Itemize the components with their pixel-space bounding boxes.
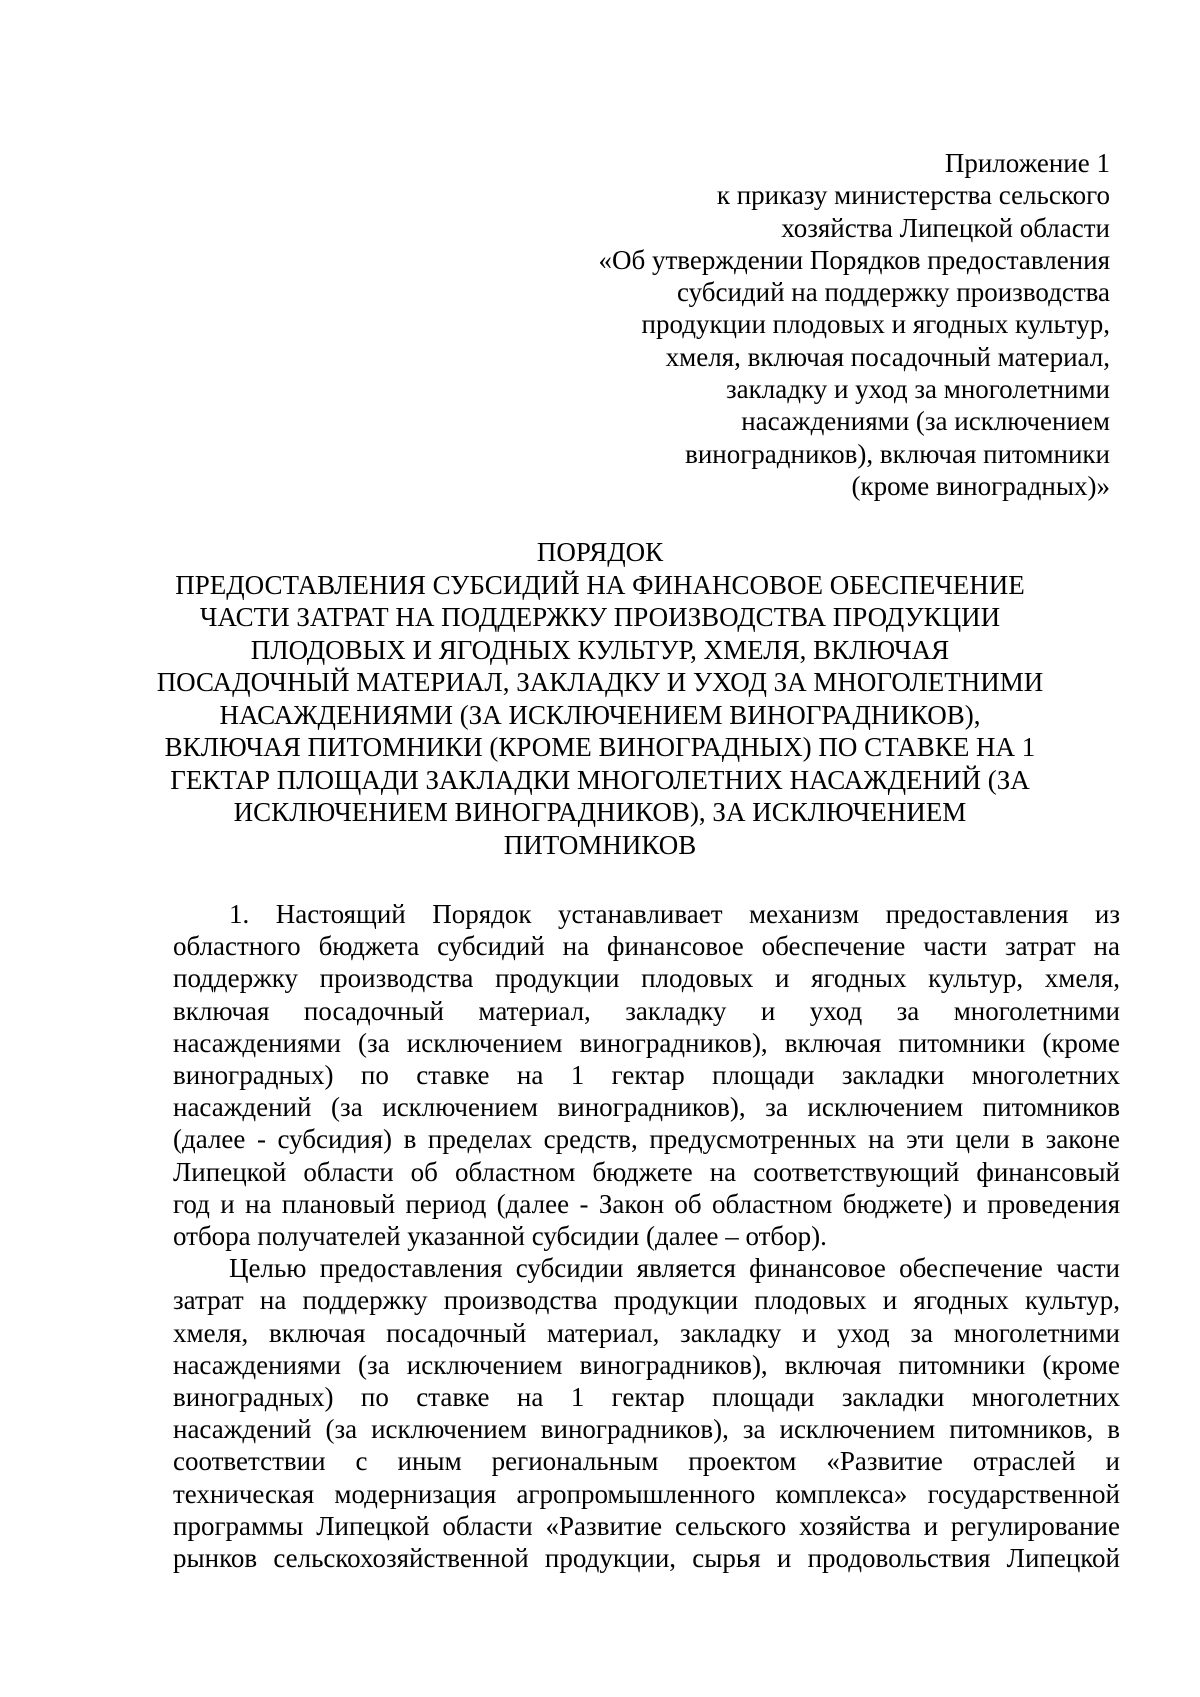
appendix-line: хозяйства Липецкой области [781,212,1110,243]
body-line: программы Липецкой области «Развитие сельского хозяйства и регулирование [173,1510,1120,1541]
title-line: ВКЛЮЧАЯ ПИТОМНИКИ (КРОМЕ ВИНОГРАДНЫХ) ПО СТАВКЕ НА 1 [164,732,1036,762]
title-line: ПОРЯДОК [536,537,664,567]
title-line: ПРЕДОСТАВЛЕНИЯ СУБСИДИЙ НА ФИНАНСОВОЕ ОБЕСПЕЧЕНИЕ [175,569,1025,600]
body-line: насаждениями (за исключением виноградников), включая питомники (кроме [173,1349,1120,1380]
title-line: ИСКЛЮЧЕНИЕМ ВИНОГРАДНИКОВ), ЗА ИСКЛЮЧЕНИЕМ [233,797,967,827]
title-line: ПЛОДОВЫХ И ЯГОДНЫХ КУЛЬТУР, ХМЕЛЯ, ВКЛЮЧАЯ [250,634,950,665]
appendix-line: «Об утверждении Порядков предоставления [598,244,1110,275]
body-line: насаждениями (за исключением виноградников), включая питомники (кроме [173,1027,1120,1058]
title-line: ПОСАДОЧНЫЙ МАТЕРИАЛ, ЗАКЛАДКУ И УХОД ЗА МНОГОЛЕТНИМИ [156,667,1044,697]
body-line: насаждений (за исключением виноградников), за исключением питомников [173,1092,1120,1123]
appendix-line: к приказу министерства сельского [716,180,1110,211]
body-line: хмеля, включая посадочный материал, закладку и уход за многолетними [173,1317,1120,1348]
appendix-header [490,147,1110,502]
body-line: насаждений (за исключением виноградников), за исключением питомников, в [173,1414,1120,1445]
appendix-line: закладку и уход за многолетними [726,374,1110,405]
appendix-line: продукции плодовых и ягодных культур, [641,309,1110,340]
body-line: виноградных) по ставке на 1 гектар площади закладки многолетних [173,1060,1120,1091]
body-line: Целью предоставления субсидии является финансовое обеспечение части [229,1253,1120,1284]
body-line: затрат на поддержку производства продукции плодовых и ягодных культур, [173,1285,1120,1316]
title-line: ГЕКТАР ПЛОЩАДИ ЗАКЛАДКИ МНОГОЛЕТНИХ НАСАЖДЕНИЙ (ЗА [170,764,1030,795]
document-body [173,898,1120,1574]
appendix-line: насаждениями (за исключением [741,406,1110,437]
appendix-line: виноградников), включая питомники [685,438,1110,469]
body-line: областного бюджета субсидий на финансовое обеспечение части затрат на [173,931,1120,962]
body-line: Липецкой области об областном бюджете на соответствующий финансовый [173,1156,1120,1187]
body-line: виноградных) по ставке на 1 гектар площади закладки многолетних [173,1382,1120,1413]
body-line: рынков сельскохозяйственной продукции, сырья и продовольствия Липецкой [173,1543,1120,1574]
document-title [150,536,1050,861]
appendix-line: субсидий на поддержку производства [676,277,1110,308]
appendix-line: (кроме виноградных)» [851,470,1110,501]
appendix-line: Приложение 1 [944,148,1110,178]
body-line: включая посадочный материал, закладку и уход за многолетними [173,995,1120,1026]
body-line: год и на плановый период (далее - Закон об областном бюджете) и проведения [173,1188,1120,1219]
appendix-line: хмеля, включая посадочный материал, [665,341,1110,372]
body-line: соответствии с иным региональным проектом «Развитие отраслей и [173,1446,1120,1477]
paragraph-1 [173,898,1120,1252]
title-line: ЧАСТИ ЗАТРАТ НА ПОДДЕРЖКУ ПРОИЗВОДСТВА ПРОДУКЦИИ [199,602,1001,632]
body-line: поддержку производства продукции плодовых и ягодных культур, хмеля, [173,963,1120,994]
body-line: (далее - субсидия) в пределах средств, предусмотренных на эти цели в законе [173,1124,1120,1155]
paragraph-2 [173,1252,1120,1574]
title-line: НАСАЖДЕНИЯМИ (ЗА ИСКЛЮЧЕНИЕМ ВИНОГРАДНИКОВ), [219,699,981,730]
body-line: 1. Настоящий Порядок устанавливает механизм предоставления из [229,899,1120,929]
title-line: ПИТОМНИКОВ [503,829,697,860]
body-line: техническая модернизация агропромышленного комплекса» государственной [173,1478,1120,1509]
body-line: отбора получателей указанной субсидии (далее – отбор). [173,1221,827,1252]
